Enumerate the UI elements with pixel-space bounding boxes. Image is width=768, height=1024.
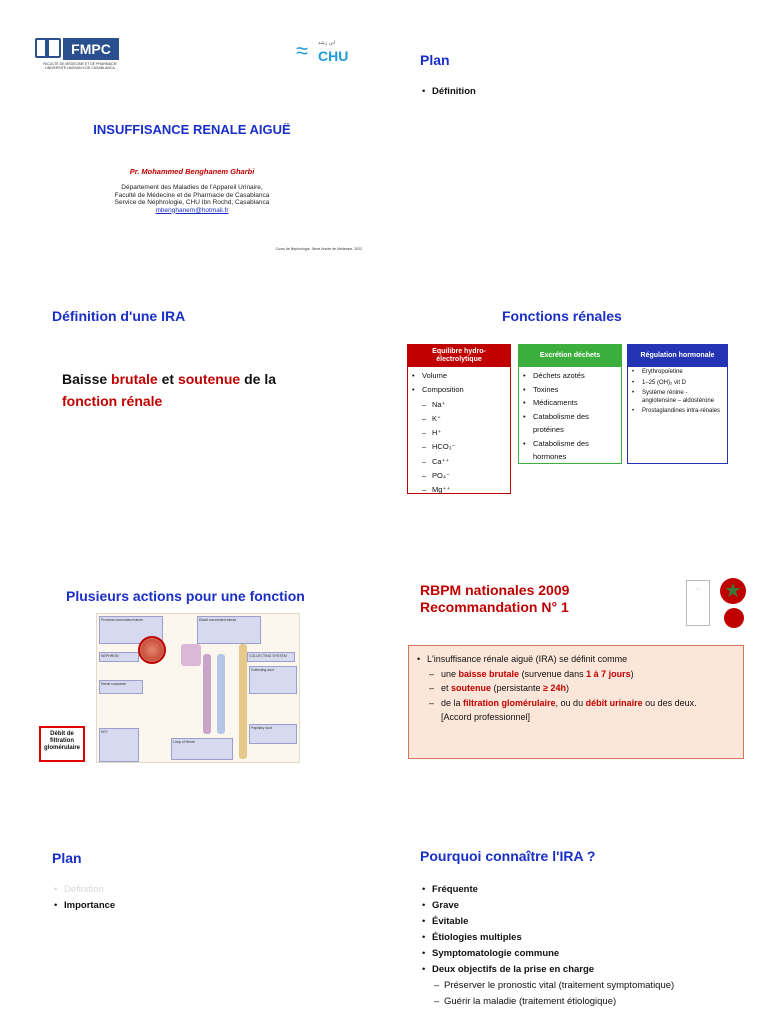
- slide-title-pourquoi: Pourquoi connaître l'IRA ?: [420, 848, 596, 864]
- fmpc-logo-subtitle: FACULTÉ DE MÉDECINE ET DE PHARMACIE UNIVERSITÉ HASSAN II DE CASABLANCA: [43, 62, 117, 70]
- excretion-item: • Toxines: [523, 383, 617, 397]
- slide-title-plan-2: Plan: [52, 850, 82, 866]
- fmpc-logo: [35, 36, 125, 72]
- diagram-collecting-tube: [239, 644, 247, 759]
- definition-text: [62, 368, 342, 412]
- equilibre-item: • Volume: [412, 369, 506, 383]
- diagram-label-nephron: NEPHRON: [99, 652, 139, 662]
- column-regulation-header: Régulation hormonale: [628, 345, 727, 367]
- column-excretion: [518, 344, 622, 464]
- regulation-item: • Prostaglandines intra-rénales: [632, 408, 723, 416]
- presentation-title: INSUFFISANCE RENALE AIGUË: [93, 122, 291, 137]
- column-excretion-header: Excrétion déchets: [519, 345, 621, 367]
- pourquoi-item: • Symptomatologie commune: [422, 946, 674, 962]
- diagram-label-dct: Distal convoluted tubule: [197, 616, 261, 644]
- rbpm-recommendation-box: [408, 645, 744, 759]
- chu-logo-text: CHU: [318, 48, 349, 64]
- nephron-diagram: [96, 613, 300, 763]
- plan-list: [422, 84, 476, 100]
- slide-title-fonctions: Fonctions rénales: [502, 308, 622, 324]
- regulation-item: • 1–25 (OH)₂ vit D: [632, 380, 723, 388]
- column-equilibre: [407, 344, 511, 494]
- rbpm-title-line-2: Recommandation N° 1: [420, 599, 569, 615]
- diagram-label-key: KEY: [99, 728, 139, 762]
- slide-definition: [0, 256, 384, 512]
- pourquoi-item: • Fréquente: [422, 882, 674, 898]
- slide-actions: [0, 512, 384, 768]
- slide-pourquoi: [384, 768, 768, 1024]
- diagram-label-papillary-duct: Papillary duct: [249, 724, 297, 744]
- diagram-pct-coil: [181, 644, 201, 666]
- pourquoi-item: • Étiologies multiples: [422, 930, 674, 946]
- pourquoi-item: • Évitable: [422, 914, 674, 930]
- slide-title-plan: Plan: [420, 52, 450, 68]
- chu-wave-icon: ≈: [296, 38, 309, 63]
- pourquoi-subitem: – Guérir la maladie (traitement étiologique): [422, 994, 674, 1010]
- pourquoi-item: • Deux objectifs de la prise en charge: [422, 962, 674, 978]
- callout-dfg: Débit de filtration glomérulaire: [39, 726, 85, 762]
- equilibre-item: – K⁺: [412, 412, 506, 426]
- slide-plan-2: [0, 768, 384, 1024]
- slide-title-actions: Plusieurs actions pour une fonction: [66, 588, 305, 604]
- dept-line-3: Service de Néphrologie, CHU Ibn Rochd, Casablanca: [114, 199, 270, 206]
- slide-rbpm: [384, 512, 768, 768]
- excretion-item: • Catabolisme des protéines: [523, 410, 617, 437]
- def-et: et: [157, 371, 178, 387]
- rbpm-document-icon: 📄: [686, 580, 710, 626]
- plan-2-list: [54, 882, 115, 914]
- equilibre-item: – Ca⁺⁺: [412, 455, 506, 469]
- author-name: Pr. Mohammed Benghanem Gharbi: [129, 167, 255, 176]
- equilibre-item: • Composition: [412, 383, 506, 397]
- diagram-label-pct: Proximal convoluted tubule: [99, 616, 163, 644]
- equilibre-item: – Na⁺: [412, 398, 506, 412]
- column-regulation-list: [628, 367, 727, 421]
- rbpm-title: [420, 582, 569, 616]
- def-brutale: brutale: [111, 371, 158, 387]
- excretion-item: • Catabolisme des hormones: [523, 437, 617, 464]
- diagram-label-loop-henle: Loop of Henle: [171, 738, 233, 760]
- regulation-item: • Erythropoïetine: [632, 369, 723, 377]
- diagram-label-renal-corpuscle: Renal corpuscle: [99, 680, 143, 694]
- column-regulation: [627, 344, 728, 464]
- pourquoi-item: • Grave: [422, 898, 674, 914]
- society-badge-icon: [724, 608, 744, 628]
- slide-title: [0, 0, 384, 256]
- course-footer: Cours de Néphrologie, 3ème Année de Médecine, 2022: [275, 247, 362, 251]
- diagram-descending-limb: [203, 654, 211, 734]
- equilibre-item: – H⁺: [412, 426, 506, 440]
- pourquoi-subitem: – Préserver le pronostic vital (traitement symptomatique): [422, 978, 674, 994]
- chu-logo: [296, 38, 364, 68]
- column-equilibre-header: Equilibre hydro-électrolytique: [408, 345, 510, 367]
- def-part-baisse: Baisse: [62, 371, 112, 387]
- diagram-label-collecting-duct: Collecting duct: [249, 666, 297, 694]
- dept-line-2: Faculté de Médecine et de Pharmacie de Casablanca: [114, 191, 270, 199]
- excretion-item: • Déchets azotés: [523, 369, 617, 383]
- slide-fonctions-renales: [384, 256, 768, 512]
- slide-plan-1: [384, 0, 768, 256]
- equilibre-item: – PO₄⁻: [412, 469, 506, 483]
- pourquoi-list: [422, 882, 674, 1010]
- plan-2-item-importance: • Importance: [54, 898, 115, 914]
- def-de-la: de la: [240, 371, 276, 387]
- author-email-link[interactable]: mbenghanem@hotmail.fr: [155, 206, 229, 214]
- equilibre-item: – HCO₃⁻: [412, 440, 506, 454]
- equilibre-item: – Mg⁺⁺: [412, 483, 506, 497]
- def-fonction-renale: fonction rénale: [62, 393, 163, 409]
- chu-logo-arabic: ابن رشد: [318, 40, 336, 46]
- star-emblem-icon: ★: [720, 578, 746, 604]
- rbpm-bullet-main: • L'insuffisance rénale aiguë (IRA) se définit comme: [417, 652, 735, 667]
- plan-item-definition: • Définition: [422, 84, 476, 100]
- regulation-item: • Système rénine - angiotensine – aldostérone: [632, 390, 723, 405]
- column-equilibre-list: [408, 367, 510, 500]
- dept-line-1: Département des Maladies de l'Appareil Urinaire,: [121, 184, 263, 191]
- diagram-label-collecting-system: COLLECTING SYSTEM: [247, 652, 295, 662]
- column-excretion-list: [519, 367, 621, 466]
- rbpm-sub-soutenue: – et soutenue (persistante ≥ 24h): [417, 681, 735, 696]
- diagram-ascending-limb: [217, 654, 225, 734]
- rbpm-sub-brutale: – une baisse brutale (survenue dans 1 à 7 jours): [417, 667, 735, 682]
- rbpm-logos: [684, 574, 754, 634]
- rbpm-title-line-1: RBPM nationales 2009: [420, 582, 570, 598]
- excretion-item: • Médicaments: [523, 396, 617, 410]
- slide-title-definition: Définition d'une IRA: [52, 308, 186, 324]
- glomerulus-icon: [138, 636, 166, 664]
- department-info: [0, 184, 384, 214]
- fmpc-logo-icon: [35, 38, 61, 58]
- rbpm-accord: [Accord professionnel]: [441, 712, 531, 722]
- fmpc-logo-text: FMPC: [63, 38, 119, 60]
- rbpm-sub-filtration: – de la filtration glomérulaire, ou du débit urinaire ou des deux.: [417, 696, 735, 711]
- plan-2-item-definition: • Définition: [54, 882, 115, 898]
- def-soutenue: soutenue: [177, 371, 241, 387]
